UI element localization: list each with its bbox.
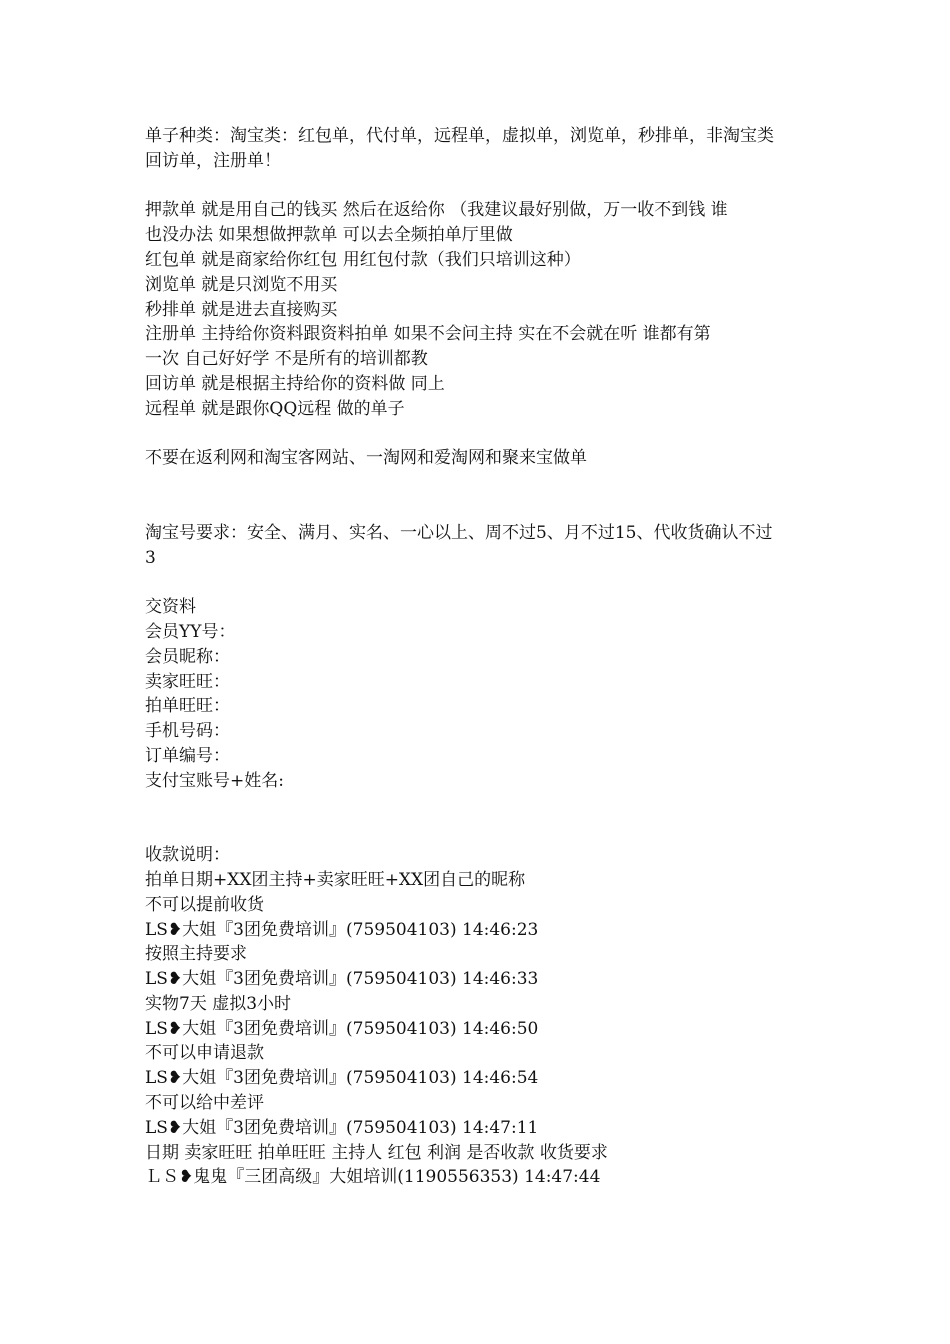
deposit-order-line-1: 押款单 就是用自己的钱买 然后在返给你 （我建议最好别做，万一收不到钱 谁: [145, 200, 728, 221]
payment-format: 拍单日期+XX团主持+卖家旺旺+XX团自己的昵称: [145, 869, 526, 890]
chat-message: 不可以申请退款: [145, 1043, 264, 1064]
register-order-line-2: 一次 自己好好学 不是所有的培训都教: [145, 349, 428, 370]
instant-order: 秒排单 就是进去直接购买: [145, 299, 338, 320]
spacer: [145, 174, 813, 199]
chat-sender: LS❥大姐『3团免费培训』(759504103) 14:47:11: [145, 1117, 539, 1138]
field-alipay: 支付宝账号+姓名:: [145, 770, 284, 791]
chat-message: 不可以提前收货: [145, 894, 264, 915]
account-requirements-line-1: 淘宝号要求：安全、满月、实名、一心以上、周不过5、月不过15、代收货确认不过: [145, 522, 773, 543]
document-body: [145, 124, 813, 1190]
account-requirements-line-2: 3: [145, 547, 156, 568]
browse-order: 浏览单 就是只浏览不用买: [145, 274, 338, 295]
spacer: [145, 570, 813, 595]
spacer: [145, 422, 813, 447]
chat-sender: LS❥大姐『3团免费培训』(759504103) 14:46:54: [145, 1068, 539, 1089]
chat-message: 按照主持要求: [145, 944, 247, 965]
chat-sender: LS❥大姐『3团免费培训』(759504103) 14:46:23: [145, 919, 539, 940]
field-buyer-ww: 拍单旺旺：: [145, 696, 230, 717]
chat-sender: ＬＳ❥鬼鬼『三团高级』大姐培训(1190556353) 14:47:44: [145, 1167, 601, 1188]
columns-line: 日期 卖家旺旺 拍单旺旺 主持人 红包 利润 是否收款 收货要求: [145, 1142, 608, 1163]
warning-line: 不要在返利网和淘宝客网站、一淘网和爱淘网和聚来宝做单: [145, 448, 587, 469]
remote-order: 远程单 就是跟你QQ远程 做的单子: [145, 398, 405, 419]
chat-sender: LS❥大姐『3团免费培训』(759504103) 14:46:50: [145, 1018, 539, 1039]
deposit-order-line-2: 也没办法 如果想做押款单 可以去全频拍单厅里做: [145, 225, 513, 246]
order-types-line-2: 回访单，注册单！: [145, 150, 281, 171]
register-order-line-1: 注册单 主持给你资料跟资料拍单 如果不会问主持 实在不会就在听 谁都有第: [145, 324, 711, 345]
order-types-line-1: 单子种类：淘宝类：红包单，代付单，远程单，虚拟单，浏览单，秒排单，非淘宝类: [145, 126, 774, 146]
revisit-order: 回访单 就是根据主持给你的资料做 同上: [145, 373, 445, 394]
field-seller-ww: 卖家旺旺：: [145, 671, 230, 692]
submit-heading: 交资料: [145, 597, 196, 618]
chat-message: 不可以给中差评: [145, 1093, 264, 1114]
spacer: [145, 794, 813, 844]
chat-sender: LS❥大姐『3团免费培训』(759504103) 14:46:33: [145, 969, 539, 990]
chat-message: 实物7天 虚拟3小时: [145, 993, 292, 1014]
spacer: [145, 471, 813, 521]
field-member-yy: 会员YY号：: [145, 621, 236, 642]
field-member-nick: 会员昵称：: [145, 646, 230, 667]
red-packet-order: 红包单 就是商家给你红包 用红包付款（我们只培训这种）: [145, 249, 581, 270]
field-phone: 手机号码：: [145, 721, 230, 742]
field-order-no: 订单编号：: [145, 745, 230, 766]
payment-heading: 收款说明：: [145, 845, 230, 866]
